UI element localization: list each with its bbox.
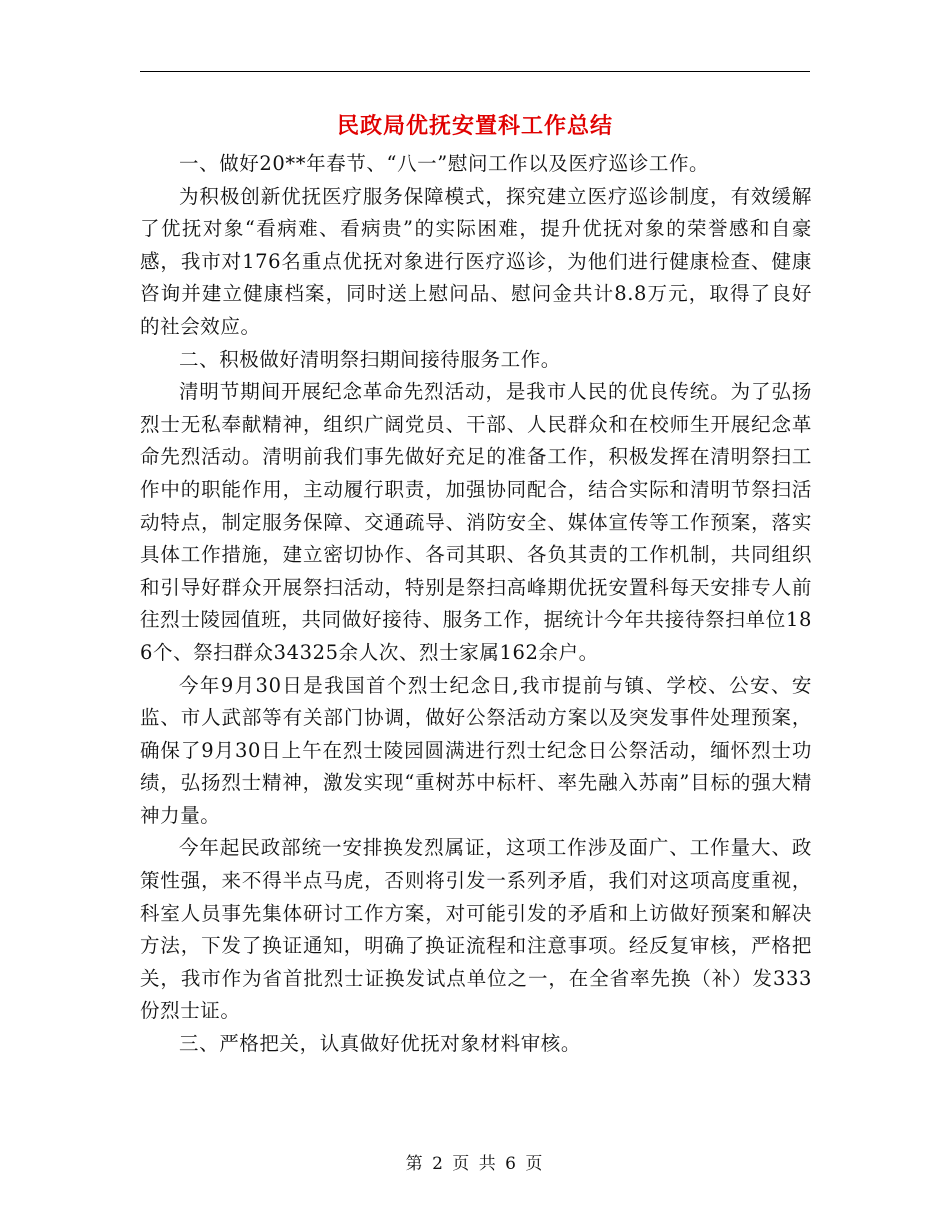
section-heading-1: 一、做好20**年春节、“八一”慰问工作以及医疗巡诊工作。: [179, 152, 710, 175]
section-heading-2: 二、积极做好清明祭扫期间接待服务工作。: [179, 347, 561, 371]
section-heading-3: 三、严格把关，认真做好优抚对象材料审核。: [179, 1032, 582, 1056]
paragraph-certificate-renewal: 今年起民政部统一安排换发烈属证，这项工作涉及面广、工作量大、政策性强，来不得半点马虎，否则将引发一系列矛盾，我们对这项高度重视，科室人员事先集体研讨工作方案，对可能引发的矛盾和上访做好预案和解决方法，下发了换证通知，明确了换证流程和注意事项。经反复审核，严格把关，我市作为省首批烈士证换发试点单位之一，在全省率先换（补）发333份烈士证。: [140, 836, 812, 1023]
paragraph-martyrs-day: 今年9月30日是我国首个烈士纪念日,我市提前与镇、学校、公安、安监、市人武部等有关部门协调，做好公祭活动方案以及突发事件处理预案，确保了9月30日上午在烈士陵园圆满进行烈士纪念日公祭活动，缅怀烈士功绩，弘扬烈士精神，激发实现“重树苏中标杆、率先融入苏南”目标的强大精神力量。: [140, 673, 812, 827]
paragraph-qingming: 清明节期间开展纪念革命先烈活动，是我市人民的优良传统。为了弘扬烈士无私奉献精神，组织广阔党员、干部、人民群众和在校师生开展纪念革命先烈活动。清明前我们事先做好充足的准备工作，积极发挥在清明祭扫工作中的职能作用，主动履行职责，加强协同配合，结合实际和清明节祭扫活动特点，制定服务保障、交通疏导、消防安全、媒体宣传等工作预案，落实具体工作措施，建立密切协作、各司其职、各负其责的工作机制，共同组织和引导好群众开展祭扫活动，特别是祭扫高峰期优抚安置科每天安排专人前往烈士陵园值班，共同做好接待、服务工作，据统计今年共接待祭扫单位186个、祭扫群众34325余人次、烈士家属162余户。: [140, 380, 812, 664]
header-rule: [140, 71, 810, 72]
paragraph-medical-tour: 为积极创新优抚医疗服务保障模式，探究建立医疗巡诊制度，有效缓解了优抚对象“看病难、看病贵”的实际困难，提升优抚对象的荣誉感和自豪感，我市对176名重点优抚对象进行医疗巡诊，为他们进行健康检查、健康咨询并建立健康档案，同时送上慰问品、慰问金共计8.8万元，取得了良好的社会效应。: [140, 184, 812, 338]
document-title: 民政局优抚安置科工作总结: [336, 113, 613, 139]
page-number-footer: 第 2 页 共 6 页: [405, 1154, 545, 1174]
document-body: [140, 148, 812, 1061]
